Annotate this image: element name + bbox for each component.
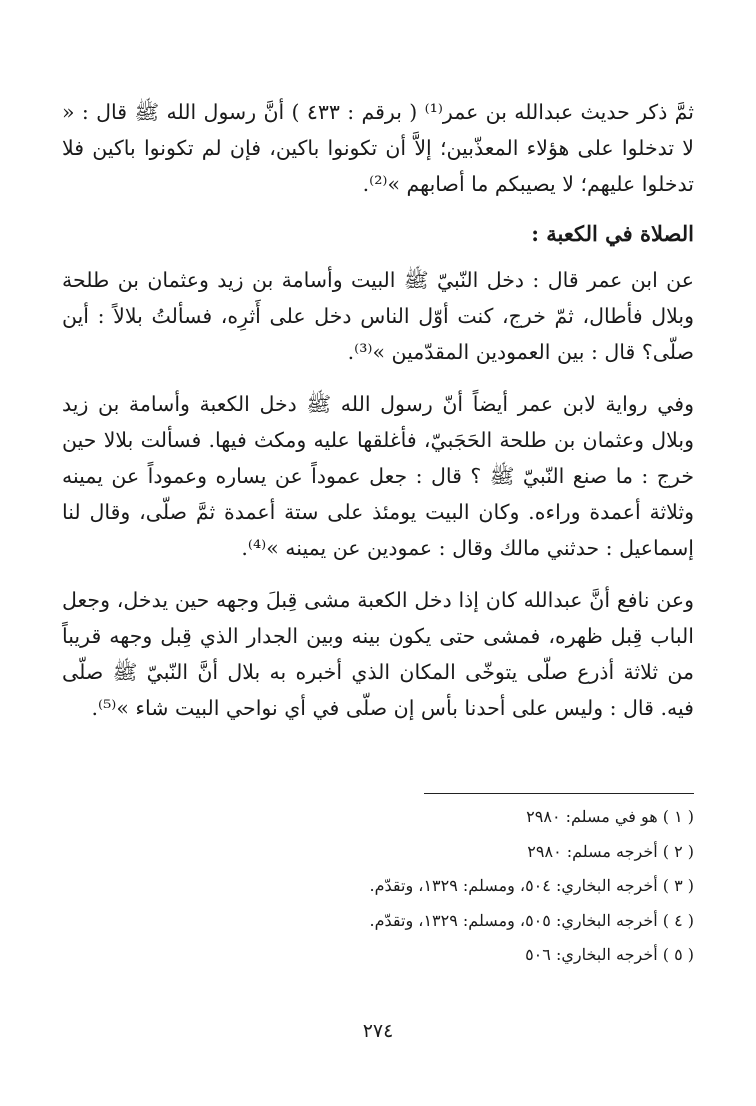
main-text bbox=[62, 94, 694, 726]
footnote-4: ( ٤ ) أخرجه البخاري: ٥٠٥، ومسلم: ١٣٢٩، وتقدّم. bbox=[369, 910, 694, 930]
page-number: ٢٧٤ bbox=[362, 1020, 394, 1042]
paragraph-hadith-intro: ثمَّ ذكر حديث عبدالله بن عمر⁽¹⁾ ( برقم : ٤٣٣ ) أنَّ رسول الله ﷺ قال : « لا تدخلوا على هؤلاء المعذّبين؛ إلاَّ أن تكونوا باكين، فإن لم تكونوا باكين فلا تدخلوا عليهم؛ لا يصيبكم ما أصابهم »⁽²⁾. bbox=[62, 100, 695, 196]
footnote-5: ( ٥ ) أخرجه البخاري: ٥٠٦ bbox=[525, 945, 694, 964]
footnote-2: ( ٢ ) أخرجه مسلم: ٢٩٨٠ bbox=[527, 841, 694, 861]
paragraph-nafi: وعن نافع أنَّ عبدالله كان إذا دخل الكعبة مشى قِبلَ وجهه حين يدخل، وجعل الباب قِبل ظهره، فمشى حتى يكون بينه وبين الجدار الذي قِبل وجهه قريباً من ثلاثة أذرع صلّى يتوخّى المكان الذي أخبره به بلال أنَّ النّبيّ ﷺ صلّى فيه. قال : وليس على أحدنا بأس إن صلّى في أي نواحي البيت شاء »⁽⁵⁾. bbox=[62, 588, 694, 720]
footnotes bbox=[62, 800, 694, 973]
footnote-3: ( ٣ ) أخرجه البخاري: ٥٠٤، ومسلم: ١٣٢٩، وتقدّم. bbox=[369, 876, 694, 895]
section-heading: الصلاة في الكعبة : bbox=[531, 221, 694, 246]
paragraph-riwaya: وفي رواية لابن عمر أيضاً أنّ رسول الله ﷺ دخل الكعبة وأسامة بن زيد وبلال وعثمان بن طلحة الحَجَبيّ، فأغلقها عليه ومكث فيها. فسألت بلالا حين خرج : ما صنع النّبيّ ﷺ ؟ قال : جعل عموداً عن يساره وعموداً عن يمينه وثلاثة أعمدة وراءه. وكان البيت يومئذ على ستة أعمدة ثمَّ صلّى، وقال لنا إسماعيل : حدثني مالك وقال : عمودين عن يمينه »⁽⁴⁾. bbox=[62, 392, 694, 560]
paragraph-ibn-umar: عن ابن عمر قال : دخل النّبيّ ﷺ البيت وأسامة بن زيد وعثمان بن طلحة وبلال فأطال، ثمّ خرج، كنت أوّل الناس دخل على أَثرِه، فسألتُ بلالاً : أين صلّى؟ قال : بين العمودين المقدّمين »⁽³⁾. bbox=[62, 268, 694, 364]
footnote-divider bbox=[424, 793, 694, 794]
footnote-1: ( ١ ) هو في مسلم: ٢٩٨٠ bbox=[526, 807, 694, 826]
